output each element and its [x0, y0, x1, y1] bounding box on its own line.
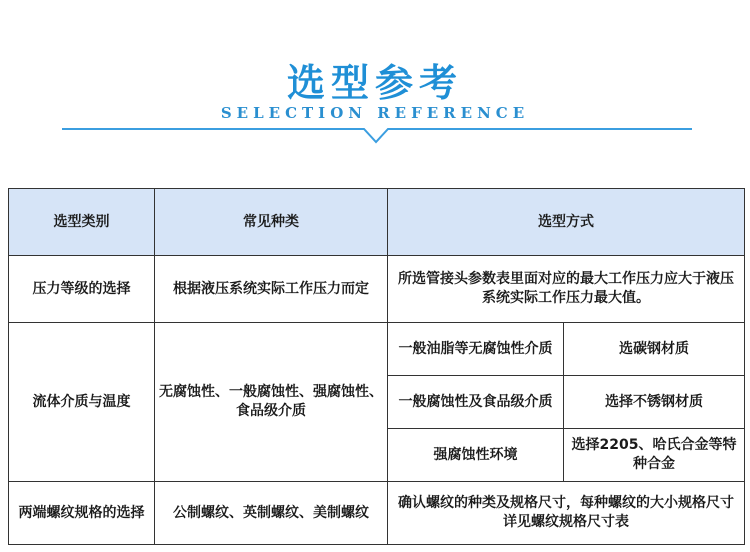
medium-condition-1: 一般油脂等无腐蚀性介质: [388, 323, 564, 376]
table-row: [9, 256, 745, 323]
medium-category: 流体介质与温度: [9, 323, 155, 482]
medium-choice-3: 选择2205、哈氏合金等特种合金: [564, 429, 745, 482]
table-header-row: [9, 189, 745, 256]
medium-types: 无腐蚀性、一般腐蚀性、强腐蚀性、食品级介质: [155, 323, 388, 482]
thread-method: 确认螺纹的种类及规格尺寸，每种螺纹的大小规格尺寸详见螺纹规格尺寸表: [388, 482, 745, 545]
medium-choice-1: 选碳钢材质: [564, 323, 745, 376]
header-category: 选型类别: [9, 189, 155, 256]
page-subtitle: SELECTION REFERENCE: [220, 104, 530, 122]
table-row: [9, 323, 745, 376]
selection-table: [8, 188, 745, 545]
header-types: 常见种类: [155, 189, 388, 256]
medium-condition-3: 强腐蚀性环境: [388, 429, 564, 482]
thread-category: 两端螺纹规格的选择: [9, 482, 155, 545]
page-title: 选型参考: [286, 61, 463, 105]
medium-choice-2: 选择不锈钢材质: [564, 376, 745, 429]
header-method: 选型方式: [388, 189, 745, 256]
table-row: [9, 482, 745, 545]
title-divider: [62, 128, 692, 148]
medium-condition-2: 一般腐蚀性及食品级介质: [388, 376, 564, 429]
thread-types: 公制螺纹、英制螺纹、美制螺纹: [155, 482, 388, 545]
pressure-category: 压力等级的选择: [9, 256, 155, 323]
pressure-method: 所选管接头参数表里面对应的最大工作压力应大于液压系统实际工作压力最大值。: [388, 256, 745, 323]
pressure-types: 根据液压系统实际工作压力而定: [155, 256, 388, 323]
